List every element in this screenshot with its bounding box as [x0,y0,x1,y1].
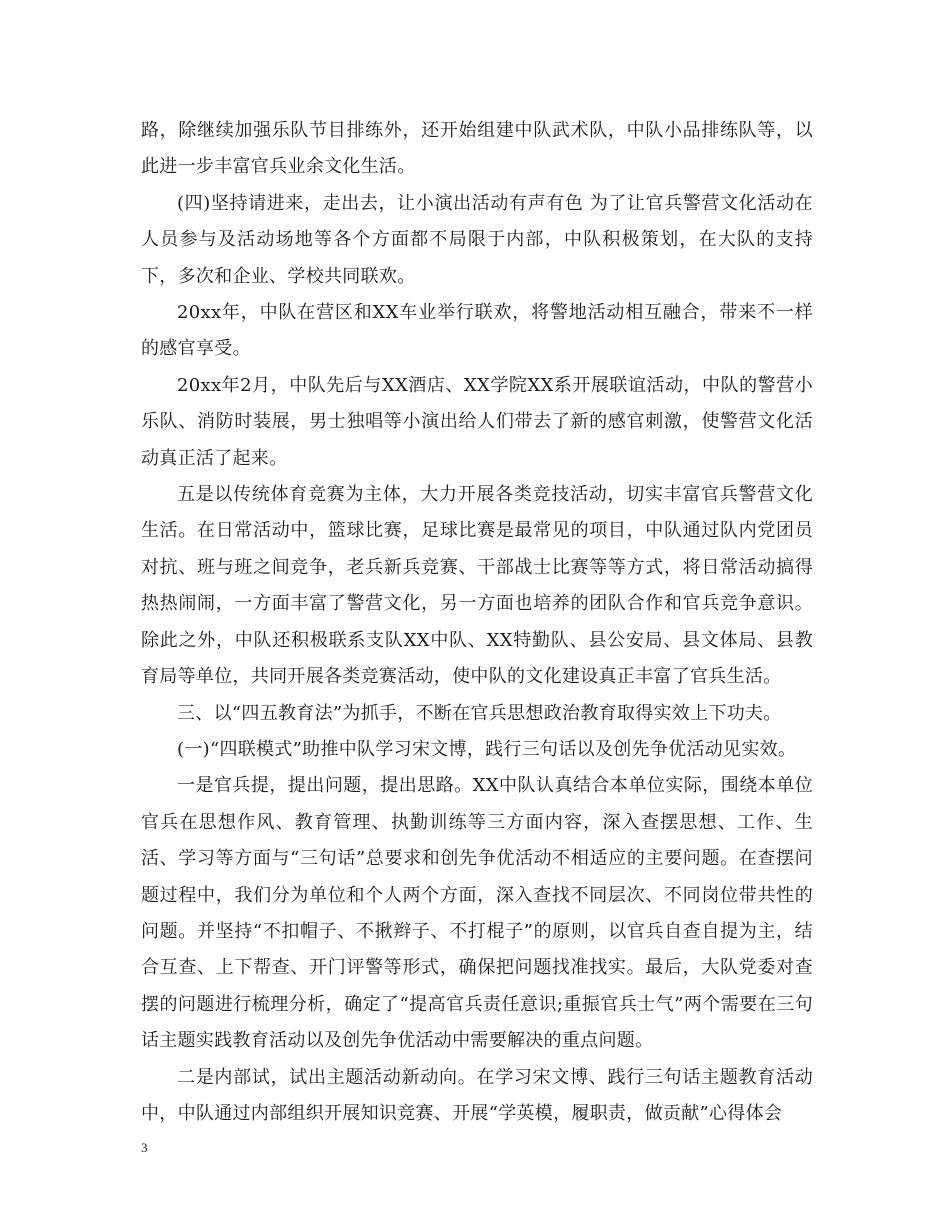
paragraph: 一是官兵提，提出问题，提出思路。XX中队认真结合本单位实际，围绕本单位官兵在思想作风、教育管理、执勤训练等三方面内容，深入查摆思想、工作、生活、学习等方面与“三句话”总要求和创先争优活动不相适应的主要问题。在查摆问题过程中，我们分为单位和个人两个方面，深入查找不同层次、不同岗位带共性的问题。并坚持“不扣帽子、不揪辫子、不打棍子”的原则，以官兵自查自提为主，结合互查、上下帮查、开门评警等形式，确保把问题找准找实。最后，大队党委对查摆的问题进行梳理分析，确定了“提高官兵责任意识;重振官兵士气”两个需要在三句话主题实践教育活动以及创先争优活动中需要解决的重点问题。 [141,775,813,1052]
paragraph: 五是以传统体育竞赛为主体，大力开展各类竞技活动，切实丰富官兵警营文化生活。在日常活动中，篮球比赛，足球比赛是最常见的项目，中队通过队内党团员对抗、班与班之间竞争，老兵新兵竞赛、干部战士比赛等等方式，将日常活动搞得热热闹闹，一方面丰富了警营文化，另一方面也培养的团队合作和官兵竞争意识。除此之外，中队还积极联系支队XX中队、XX特勤队、县公安局、县文体局、县教育局等单位，共同开展各类竞赛活动，使中队的文化建设真正丰富了官兵生活。 [141,484,813,688]
document-body [141,113,813,1132]
paragraph: 路，除继续加强乐队节目排练外，还开始组建中队武术队，中队小品排练队等，以此进一步丰富官兵业余文化生活。 [141,120,813,178]
paragraph: (四)坚持请进来，走出去，让小演出活动有声有色 为了让官兵警营文化活动在人员参与及活动场地等各个方面都不局限于内部，中队积极策划，在大队的支持下，多次和企业、学校共同联欢。 [141,192,813,287]
paragraph: 20xx年，中队在营区和XX车业举行联欢，将警地活动相互融合，带来不一样的感官享受。 [141,302,813,360]
subsection-heading: (一)“四联模式”助推中队学习宋文博，践行三句话以及创先争优活动见实效。 [177,738,797,760]
section-heading: 三、以“四五教育法”为抓手，不断在官兵思想政治教育取得实效上下功夫。 [177,702,782,724]
page-number: 3 [141,1140,148,1155]
paragraph: 二是内部试，试出主题活动新动向。在学习宋文博、践行三句话主题教育活动中，中队通过内部组织开展知识竞赛、开展“学英模，履职责，做贡献”心得体会 [141,1066,813,1124]
paragraph: 20xx年2月，中队先后与XX酒店、XX学院XX系开展联谊活动，中队的警营小乐队、消防时装展，男士独唱等小演出给人们带去了新的感官刺激，使警营文化活动真正活了起来。 [141,374,813,469]
